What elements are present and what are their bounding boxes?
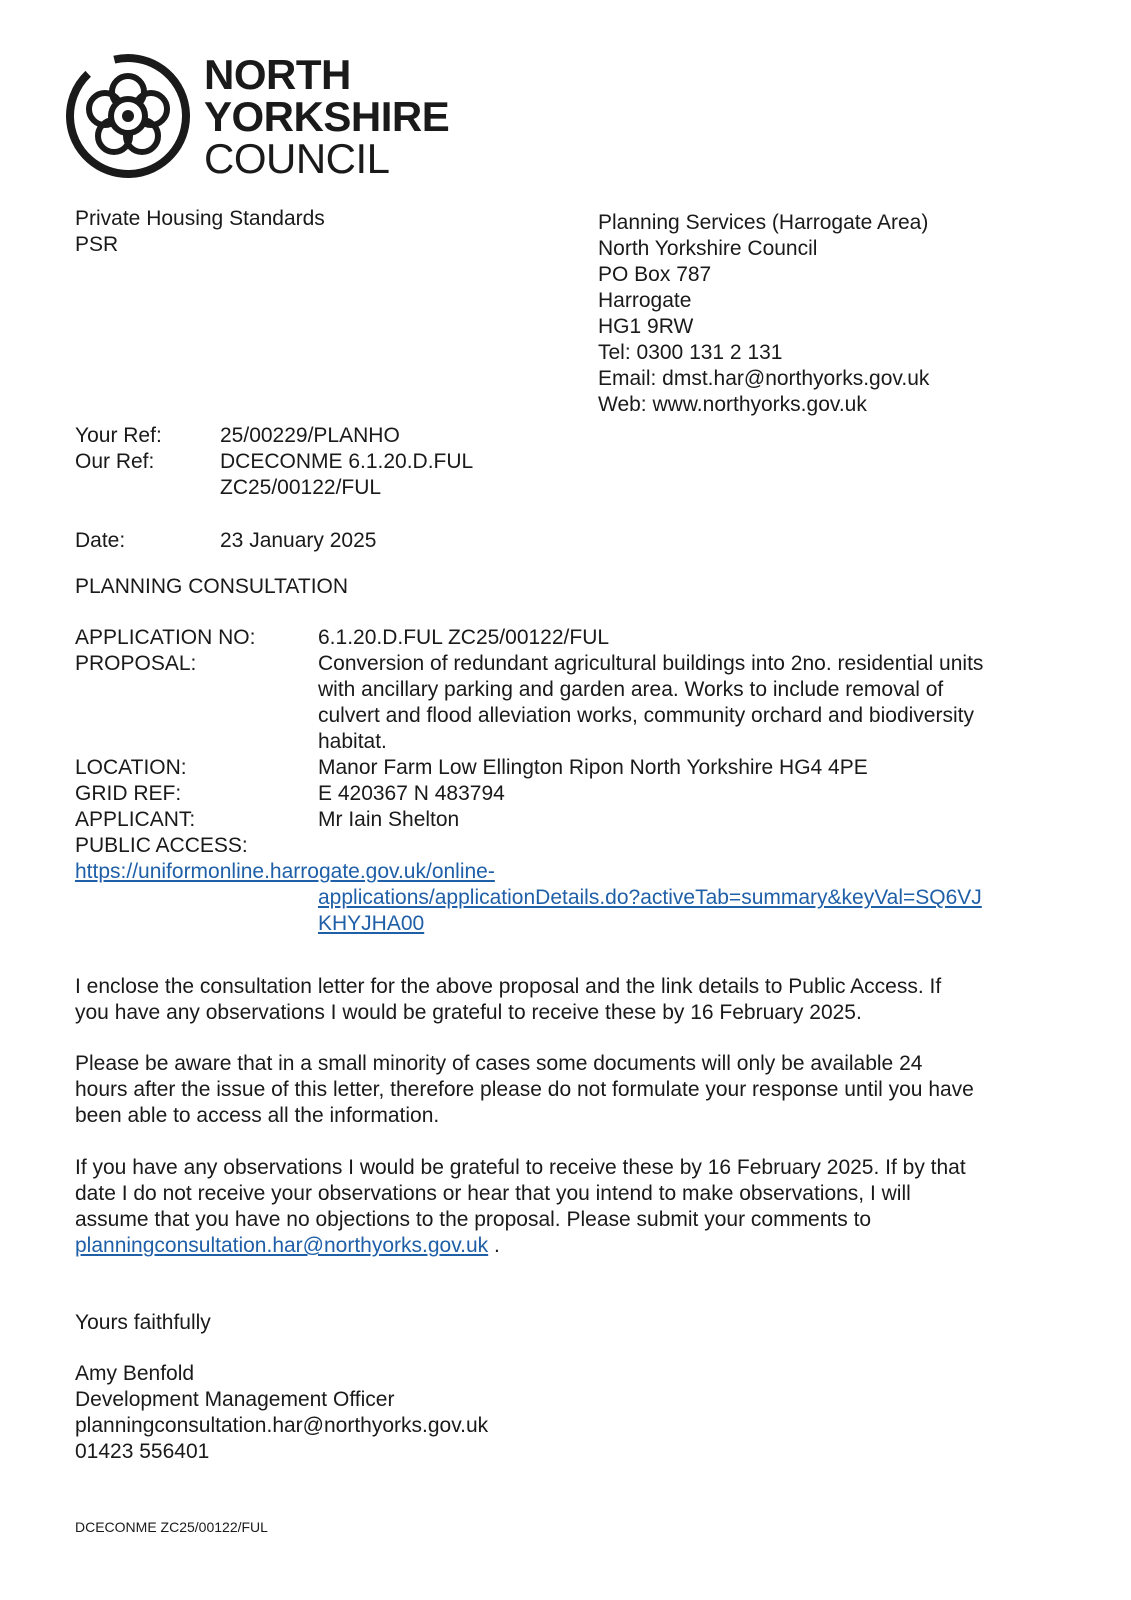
application-no-label: APPLICATION NO: — [75, 626, 256, 649]
paragraph-observations — [75, 1155, 1060, 1259]
signatory-name: Amy Benfold — [75, 1362, 195, 1385]
grid-ref-value: E 420367 N 483794 — [318, 782, 505, 805]
page-title: PLANNING CONSULTATION — [75, 575, 349, 598]
your-ref-label: Your Ref: — [75, 424, 162, 447]
paragraph-line: hours after the issue of this letter, therefore please do not formulate your response until you have — [75, 1078, 974, 1101]
proposal-label: PROPOSAL: — [75, 652, 197, 675]
recipient-address — [75, 206, 325, 258]
paragraph-line: assume that you have no objections to the proposal. Please submit your comments to — [75, 1208, 872, 1231]
yorkshire-rose-icon — [64, 52, 194, 182]
applicant-value: Mr Iain Shelton — [318, 808, 460, 831]
signature-block — [75, 1361, 488, 1465]
sender-line-3: PO Box 787 — [598, 263, 712, 286]
application-no-value: 6.1.20.D.FUL ZC25/00122/FUL — [318, 626, 610, 649]
our-ref-value-2: ZC25/00122/FUL — [220, 476, 382, 499]
applicant-label: APPLICANT: — [75, 808, 196, 831]
signatory-phone: 01423 556401 — [75, 1440, 210, 1463]
sender-address — [598, 210, 929, 418]
paragraph-line: date I do not receive your observations or hear that you intend to make observations, I will — [75, 1182, 911, 1205]
public-access-link-line-1[interactable]: https://uniformonline.harrogate.gov.uk/online- — [75, 860, 495, 883]
recipient-line-2: PSR — [75, 233, 119, 256]
sender-tel: Tel: 0300 131 2 131 — [598, 341, 783, 364]
paragraph-line: If you have any observations I would be grateful to receive these by 16 February 2025. If by that — [75, 1156, 966, 1179]
paragraph-line: I enclose the consultation letter for the above proposal and the link details to Public Access. If — [75, 975, 942, 998]
logo-line-north: NORTH — [204, 51, 351, 98]
council-logo — [64, 52, 464, 180]
proposal-line-2: with ancillary parking and garden area. Works to include removal of — [318, 678, 944, 701]
logo-line-yorkshire: YORKSHIRE — [204, 93, 450, 140]
consultation-email-link[interactable]: planningconsultation.har@northyorks.gov.uk — [75, 1234, 489, 1257]
paragraph-availability — [75, 1051, 1060, 1129]
our-ref-label: Our Ref: — [75, 450, 155, 473]
date-value: 23 January 2025 — [220, 529, 377, 552]
sender-web: Web: www.northyorks.gov.uk — [598, 393, 867, 416]
sender-line-4: Harrogate — [598, 289, 692, 312]
proposal-line-4: habitat. — [318, 730, 387, 753]
paragraph-line: been able to access all the information. — [75, 1104, 440, 1127]
recipient-line-1: Private Housing Standards — [75, 207, 325, 230]
proposal-line-3: culvert and flood alleviation works, community orchard and biodiversity — [318, 704, 974, 727]
sender-line-2: North Yorkshire Council — [598, 237, 818, 260]
sender-email: Email: dmst.har@northyorks.gov.uk — [598, 367, 930, 390]
sender-line-5: HG1 9RW — [598, 315, 694, 338]
logo-line-council: COUNCIL — [204, 135, 390, 182]
signatory-email: planningconsultation.har@northyorks.gov.uk — [75, 1414, 489, 1437]
public-access-link-line-2[interactable]: applications/applicationDetails.do?activeTab=summary&keyVal=SQ6VJ — [318, 886, 982, 909]
sender-line-1: Planning Services (Harrogate Area) — [598, 211, 929, 234]
paragraph-end-punctuation: . — [488, 1234, 500, 1257]
location-value: Manor Farm Low Ellington Ripon North Yorkshire HG4 4PE — [318, 756, 868, 779]
application-details — [0, 625, 1131, 935]
our-ref-value-1: DCECONME 6.1.20.D.FUL — [220, 450, 474, 473]
closing: Yours faithfully — [75, 1311, 211, 1334]
logo-wordmark — [204, 51, 450, 182]
public-access-link-line-3[interactable]: KHYJHA00 — [318, 912, 425, 935]
location-label: LOCATION: — [75, 756, 187, 779]
reference-block — [0, 423, 700, 552]
grid-ref-label: GRID REF: — [75, 782, 182, 805]
signatory-title: Development Management Officer — [75, 1388, 395, 1411]
paragraph-line — [75, 1233, 1060, 1259]
paragraph-line: you have any observations I would be grateful to receive these by 16 February 2025. — [75, 1001, 862, 1024]
proposal-line-1: Conversion of redundant agricultural buildings into 2no. residential units — [318, 652, 984, 675]
date-label: Date: — [75, 529, 126, 552]
paragraph-line: Please be aware that in a small minority of cases some documents will only be available 24 — [75, 1052, 923, 1075]
paragraph-enclosure — [75, 974, 1060, 1026]
public-access-label: PUBLIC ACCESS: — [75, 834, 248, 857]
your-ref-value: 25/00229/PLANHO — [220, 424, 400, 447]
footer-reference: DCECONME ZC25/00122/FUL — [75, 1519, 268, 1535]
